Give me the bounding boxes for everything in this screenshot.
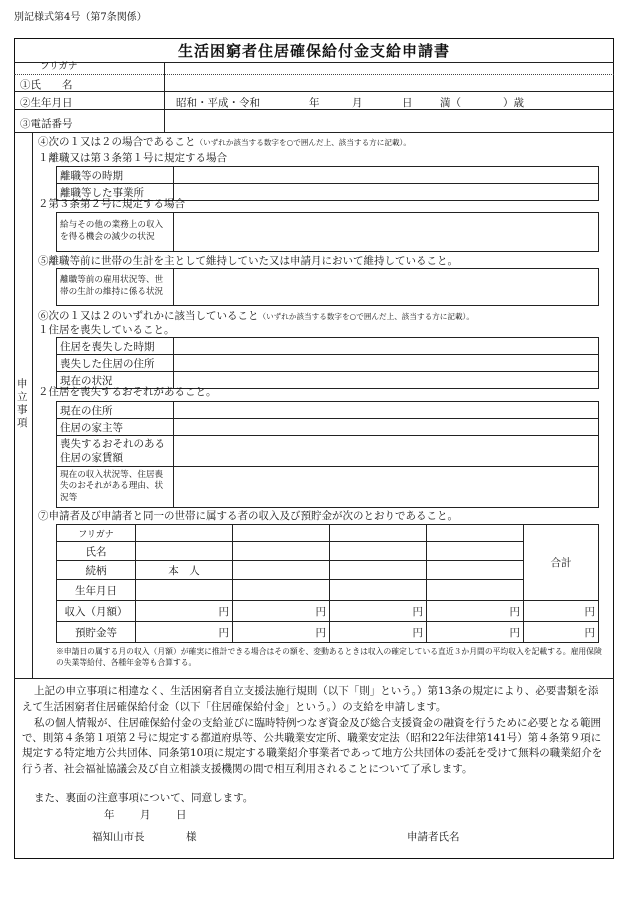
s6-row-value[interactable]: [174, 467, 599, 508]
member-cell[interactable]: [233, 580, 330, 601]
s6-row-value[interactable]: [174, 338, 599, 355]
s6-row-label: 住居を喪失した時期: [57, 338, 174, 355]
member-cell[interactable]: [427, 525, 524, 542]
s6-row-value[interactable]: [174, 355, 599, 372]
s6-row-value[interactable]: [174, 372, 599, 389]
date-day-label: 日: [176, 809, 187, 821]
yen-cell[interactable]: 円: [233, 622, 330, 643]
s6-case2: ２住居を喪失するおそれがあること。: [38, 386, 217, 398]
age-close-label: ）歳: [503, 97, 524, 109]
member-cell[interactable]: [330, 542, 427, 561]
sidebar-divider: [32, 132, 33, 678]
s7-label-birth: 生年月日: [57, 580, 136, 601]
s4-row-label: 離職等した事業所: [57, 184, 174, 201]
furigana-field[interactable]: [166, 63, 611, 74]
declaration-p3: また、裏面の注意事項について、同意します。: [34, 792, 254, 804]
s7-table: [56, 524, 599, 643]
s7-label-name: 氏名: [57, 542, 136, 561]
s6-case2-table: [56, 401, 599, 508]
divider: [14, 678, 614, 679]
s4-row-label: 給与その他の業務上の収入を得る機会の減少の状況: [57, 213, 174, 252]
s5-table: [56, 268, 599, 306]
s7-label-income: 収入（月額）: [57, 601, 136, 622]
s6-heading: ⑥次の１又は２のいずれかに該当していること（いずれか該当する数字を○で囲んだ上、該当する方に記載）。: [38, 310, 474, 322]
day-label: 日: [402, 97, 413, 109]
yen-cell[interactable]: 円: [427, 601, 524, 622]
s4-heading: ④次の１又は２の場合であること（いずれか該当する数字を○で囲んだ上、該当する方に記載）。: [38, 136, 411, 148]
s7-heading: ⑦申請者及び申請者と同一の世帯に属する者の収入及び預貯金が次のとおりであること。: [38, 510, 458, 522]
member-cell[interactable]: [136, 525, 233, 542]
member-cell[interactable]: [330, 525, 427, 542]
s6-case1: １住居を喪失していること。: [38, 324, 175, 336]
yen-cell[interactable]: 円: [330, 622, 427, 643]
s5-heading: ⑤離職等前に世帯の生計を主として維持していた又は申請月において維持していること。: [38, 255, 458, 267]
name-label: ①氏 名: [20, 79, 73, 91]
date-month-label: 月: [140, 809, 151, 821]
yen-cell[interactable]: 円: [524, 601, 599, 622]
sidebar-label: 申立事項: [17, 378, 28, 430]
era-options[interactable]: 昭和・平成・令和: [176, 97, 260, 109]
date-year-label: 年: [104, 809, 115, 821]
member-cell[interactable]: [233, 525, 330, 542]
s7-label-furigana: フリガナ: [57, 525, 136, 542]
yen-cell[interactable]: 円: [233, 601, 330, 622]
s4-row-label: 離職等の時期: [57, 167, 174, 184]
member-cell[interactable]: [427, 542, 524, 561]
month-label: 月: [352, 97, 363, 109]
honorific: 様: [186, 831, 197, 843]
name-field[interactable]: [166, 76, 611, 91]
self-relation: 本 人: [136, 561, 233, 580]
s4-row-value[interactable]: [174, 184, 599, 201]
s4-case1: １離職又は第３条第１号に規定する場合: [38, 152, 227, 164]
member-cell[interactable]: [233, 561, 330, 580]
s6-row-value[interactable]: [174, 436, 599, 467]
yen-cell[interactable]: 円: [330, 601, 427, 622]
yen-cell[interactable]: 円: [427, 622, 524, 643]
yen-cell[interactable]: 円: [136, 601, 233, 622]
phone-label: ③電話番号: [20, 118, 73, 130]
s7-total-label: 合計: [524, 525, 599, 601]
s6-row-label: 喪失した住居の住所: [57, 355, 174, 372]
yen-cell[interactable]: 円: [136, 622, 233, 643]
year-label: 年: [309, 97, 320, 109]
s6-row-label: 喪失するおそれのある住居の家賃額: [57, 436, 174, 467]
s6-row-label: 現在の状況: [57, 372, 174, 389]
s5-row-value[interactable]: [174, 269, 599, 306]
s4-row-value[interactable]: [174, 213, 599, 252]
s7-label-relation: 続柄: [57, 561, 136, 580]
member-cell[interactable]: [136, 580, 233, 601]
furigana-label: フリガナ: [40, 61, 78, 72]
form-reference: 別記様式第4号（第7条関係）: [14, 12, 147, 23]
form-title: 生活困窮者住居確保給付金支給申請書: [177, 42, 450, 60]
signature-field[interactable]: [466, 826, 606, 842]
s6-row-label: 住居の家主等: [57, 419, 174, 436]
s6-row-label: 現在の住所: [57, 402, 174, 419]
signature-label: 申請者氏名: [407, 831, 460, 843]
yen-cell[interactable]: 円: [524, 622, 599, 643]
member-cell[interactable]: [136, 542, 233, 561]
s7-label-savings: 預貯金等: [57, 622, 136, 643]
birthdate-label: ②生年月日: [20, 97, 73, 109]
phone-field[interactable]: [166, 112, 611, 130]
s4-case2: ２第３条第２号に規定する場合: [38, 198, 185, 210]
member-cell[interactable]: [233, 542, 330, 561]
declaration-p2: 私の個人情報が、住居確保給付金の支給並びに臨時特例つなぎ資金及び総合支援資金の融資を行うために必要となる範囲で、則第４条第１項第２号に規定する都道府県等、公共職業安定所、職業安定法（昭和22年法律第141号）第４条第９項に規定する特定地方公共団体、同条第10項に規定する職業紹介事業者であって地方公共団体の委託を受けて無料の職業紹介を行う者、社会福祉協議会及び自立相談支援機関の間で相互利用されることについて了承します。: [22, 717, 603, 775]
s4-case2-table: [56, 212, 599, 252]
s5-row-label: 離職等前の雇用状況等、世帯の生計の維持に係る状況: [57, 269, 174, 306]
member-cell[interactable]: [330, 580, 427, 601]
s4-row-value[interactable]: [174, 167, 599, 184]
s6-row-value[interactable]: [174, 402, 599, 419]
member-cell[interactable]: [427, 580, 524, 601]
member-cell[interactable]: [330, 561, 427, 580]
s6-case1-table: [56, 337, 599, 389]
member-cell[interactable]: [427, 561, 524, 580]
s4-case1-table: [56, 166, 599, 201]
s7-note: ※申請日の属する月の収入（月額）が確実に推計できる場合はその額を、変動あるときは収入の確定している直近３か月間の平均収入を記載する。雇用保険の失業等給付、各種年金等も合算する。: [56, 647, 602, 667]
s6-row-value[interactable]: [174, 419, 599, 436]
s6-row-label: 現在の収入状況等、住居喪失のおそれがある理由、状況等: [57, 467, 174, 508]
addressee: 福知山市長: [92, 831, 145, 843]
age-open-label: 満（: [440, 97, 461, 109]
declaration-p1: 上記の申立事項に相違なく、生活困窮者自立支援法施行規則（以下「則」という。）第13条の規定により、必要書類を添えて生活困窮者住居確保給付金（以下「住居確保給付金」という。）の支給を申請します。: [22, 685, 599, 713]
